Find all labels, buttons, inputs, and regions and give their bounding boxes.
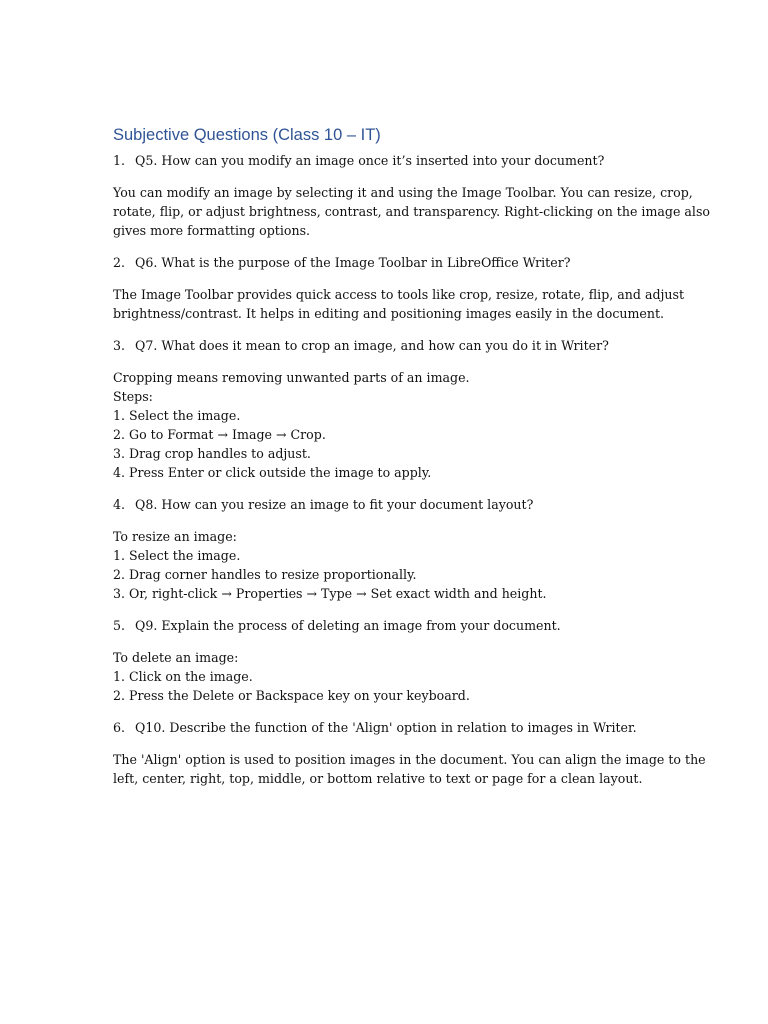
question-number: 5. [113,618,126,633]
answer-line: 2. Go to Format → Image → Crop. [113,427,326,442]
answer-line: 2. Press the Delete or Backspace key on your keyboard. [113,688,470,703]
answer-line: 1. Select the image. [113,408,241,423]
question-text: Q6. What is the purpose of the Image Toolbar in LibreOffice Writer? [135,255,571,270]
answer-line: 2. Drag corner handles to resize proportionally. [113,567,417,582]
answer-line: Steps: [113,389,153,404]
question-text: Q8. How can you resize an image to fit your document layout? [135,497,534,512]
answer-line: 1. Click on the image. [113,669,253,684]
answer-paragraph [113,183,711,240]
answer-line: Cropping means removing unwanted parts of an image. [113,370,470,385]
document-page [113,124,711,801]
question-number: 1. [113,153,126,168]
question-text: Q9. Explain the process of deleting an image from your document. [135,618,561,633]
answer-line: 3. Or, right-click → Properties → Type → Set exact width and height. [113,586,547,601]
question-item [113,151,661,170]
qa-list [113,151,711,788]
answer-line: gives more formatting options. [113,223,311,238]
question-item [113,253,661,272]
answer-line: 1. Select the image. [113,548,241,563]
question-number: 6. [113,720,126,735]
answer-line: left, center, right, top, middle, or bottom relative to text or page for a clean layout. [113,771,643,786]
question-item [113,495,661,514]
question-text: Q7. What does it mean to crop an image, and how can you do it in Writer? [135,338,609,353]
question-number: 3. [113,338,126,353]
answer-line: The 'Align' option is used to position images in the document. You can align the image to the [113,752,706,767]
answer-line: 4. Press Enter or click outside the image to apply. [113,465,432,480]
document-title: Subjective Questions (Class 10 – IT) [113,126,381,144]
answer-line: To delete an image: [113,650,239,665]
question-number: 4. [113,497,126,512]
answer-paragraph [113,368,661,482]
question-item [113,336,661,355]
answer-paragraph [113,648,661,705]
answer-paragraph [113,285,685,323]
answer-paragraph [113,750,706,788]
answer-line: To resize an image: [113,529,237,544]
question-text: Q10. Describe the function of the 'Align' option in relation to images in Writer. [135,720,637,735]
answer-line: 3. Drag crop handles to adjust. [113,446,311,461]
question-text: Q5. How can you modify an image once it’s inserted into your document? [135,153,605,168]
question-item [113,718,661,737]
answer-line: rotate, flip, or adjust brightness, contrast, and transparency. Right-clicking on the image also [113,204,711,219]
question-number: 2. [113,255,126,270]
question-item [113,616,661,635]
answer-line: brightness/contrast. It helps in editing and positioning images easily in the document. [113,306,665,321]
answer-line: The Image Toolbar provides quick access to tools like crop, resize, rotate, flip, and adjust [113,287,685,302]
answer-paragraph [113,527,661,603]
answer-line: You can modify an image by selecting it and using the Image Toolbar. You can resize, crop, [113,185,693,200]
